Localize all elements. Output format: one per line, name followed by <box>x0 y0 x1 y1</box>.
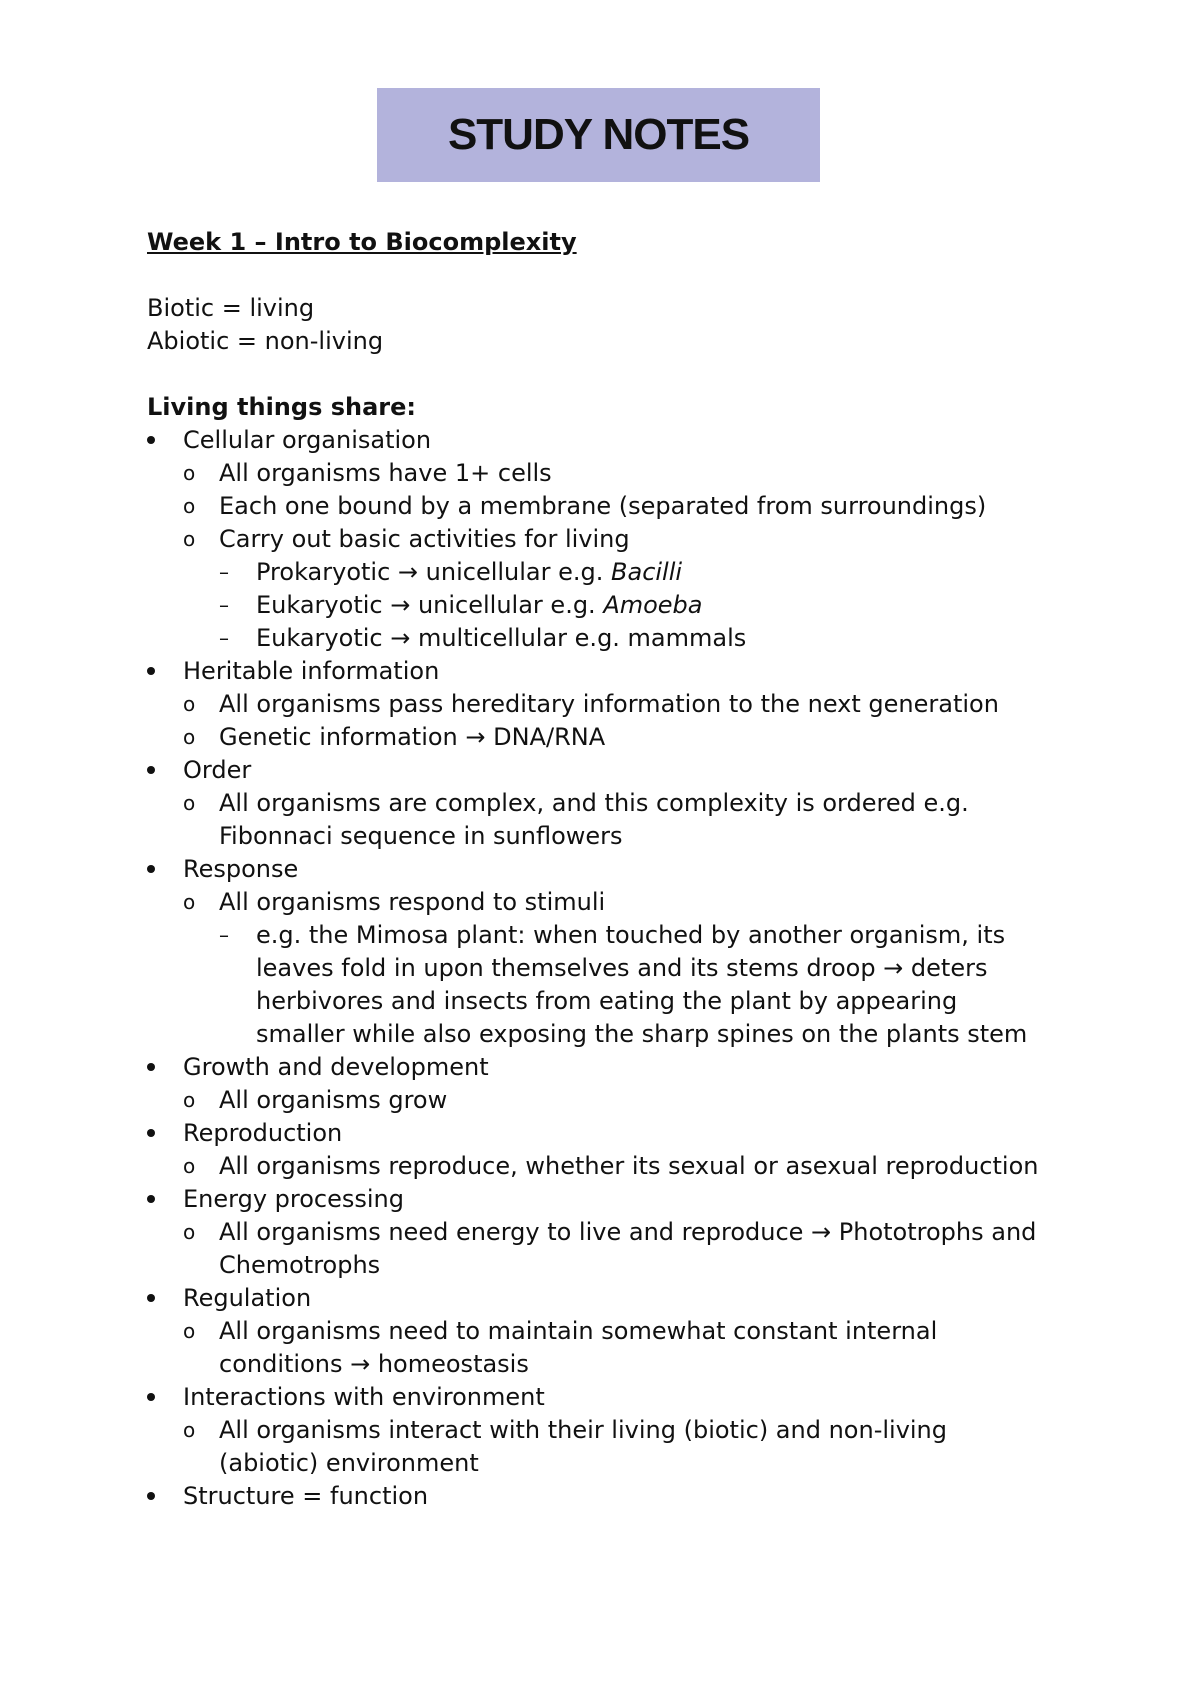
list-item <box>147 688 1107 721</box>
list-item-text: Carry out basic activities for living <box>219 525 630 553</box>
list-item <box>147 754 1107 787</box>
list-item <box>147 1381 1107 1414</box>
sub-bullet-icon: o <box>183 692 196 716</box>
list-item-text: All organisms interact with their living (biotic) and non-living <box>219 1416 948 1444</box>
list-item-text: Reproduction <box>183 1119 343 1147</box>
section-heading: Living things share: <box>147 393 416 421</box>
list-item <box>147 424 1107 457</box>
list-item-continuation: Fibonnaci sequence in sunflowers <box>219 822 623 850</box>
list-item <box>147 1216 1107 1249</box>
list-item-text: All organisms reproduce, whether its sexual or asexual reproduction <box>219 1152 1039 1180</box>
bullet-icon <box>147 655 155 688</box>
list-item-text: Interactions with environment <box>183 1383 545 1411</box>
bullet-icon <box>147 853 155 886</box>
list-item-continuation: (abiotic) environment <box>219 1449 479 1477</box>
list-item-text: Eukaryotic → unicellular e.g. <box>256 591 604 619</box>
list-item <box>147 655 1107 688</box>
bullet-icon <box>147 1183 155 1216</box>
bullet-icon <box>147 1480 155 1513</box>
bullet-icon <box>147 754 155 787</box>
definition-line: Abiotic = non-living <box>147 327 384 355</box>
list-item <box>147 1315 1107 1348</box>
definition-line: Biotic = living <box>147 294 315 322</box>
list-item-text: Prokaryotic → unicellular e.g. <box>256 558 612 586</box>
sub-bullet-icon: o <box>183 461 196 485</box>
list-item <box>147 622 1107 655</box>
bullet-icon <box>147 424 155 457</box>
list-item-continuation: leaves fold in upon themselves and its stems droop → deters <box>256 954 988 982</box>
list-item <box>147 457 1107 490</box>
spacer <box>147 259 1107 292</box>
list-item <box>147 886 1107 919</box>
bullet-icon <box>147 1117 155 1150</box>
list-item-text: Growth and development <box>183 1053 489 1081</box>
list-item-text: Genetic information → DNA/RNA <box>219 723 606 751</box>
sub-bullet-icon: o <box>183 791 196 815</box>
list-item <box>147 721 1107 754</box>
sub-bullet-icon: o <box>183 1220 196 1244</box>
dash-bullet-icon: – <box>219 593 229 617</box>
bullet-icon <box>147 1282 155 1315</box>
sub-bullet-icon: o <box>183 1319 196 1343</box>
sub-bullet-icon: o <box>183 1418 196 1442</box>
sub-bullet-icon: o <box>183 890 196 914</box>
list-item <box>147 523 1107 556</box>
list-item-text: All organisms are complex, and this complexity is ordered e.g. <box>219 789 969 817</box>
list-item-text: All organisms need energy to live and reproduce → Phototrophs and <box>219 1218 1037 1246</box>
sub-bullet-icon: o <box>183 527 196 551</box>
list-item <box>147 1480 1107 1513</box>
list-item-text: Each one bound by a membrane (separated from surroundings) <box>219 492 987 520</box>
sub-bullet-icon: o <box>183 725 196 749</box>
list-item <box>147 1150 1107 1183</box>
list-item-text: Response <box>183 855 299 883</box>
list-item-text: Structure = function <box>183 1482 429 1510</box>
list-item-continuation: Chemotrophs <box>219 1251 381 1279</box>
list-item <box>147 1282 1107 1315</box>
list-item <box>147 853 1107 886</box>
title-banner <box>377 88 820 182</box>
sub-bullet-icon: o <box>183 1154 196 1178</box>
week-heading: Week 1 – Intro to Biocomplexity <box>147 228 577 256</box>
list-item-text: All organisms have 1+ cells <box>219 459 552 487</box>
bullet-icon <box>147 1051 155 1084</box>
list-item-text: Cellular organisation <box>183 426 432 454</box>
list-item-continuation: conditions → homeostasis <box>219 1350 529 1378</box>
list-item <box>147 490 1107 523</box>
list-item-text: Order <box>183 756 252 784</box>
list-item-text: Eukaryotic → multicellular e.g. mammals <box>256 624 747 652</box>
list-item <box>147 1117 1107 1150</box>
list-item <box>147 1084 1107 1117</box>
example-organism: Amoeba <box>603 591 703 619</box>
page-title: STUDY NOTES <box>447 110 750 159</box>
list-item <box>147 1051 1107 1084</box>
dash-bullet-icon: – <box>219 923 229 947</box>
list-item-text: All organisms respond to stimuli <box>219 888 606 916</box>
bullet-icon <box>147 1381 155 1414</box>
sub-bullet-icon: o <box>183 1088 196 1112</box>
list-item-text: All organisms need to maintain somewhat constant internal <box>219 1317 938 1345</box>
list-item <box>147 589 1107 622</box>
list-item <box>147 1414 1107 1447</box>
list-item-continuation: smaller while also exposing the sharp spines on the plants stem <box>256 1020 1028 1048</box>
dash-bullet-icon: – <box>219 560 229 584</box>
list-item-text: Energy processing <box>183 1185 404 1213</box>
list-item-text: Heritable information <box>183 657 440 685</box>
list-item <box>147 787 1107 820</box>
sub-bullet-icon: o <box>183 494 196 518</box>
list-item-text: e.g. the Mimosa plant: when touched by another organism, its <box>256 921 1006 949</box>
dash-bullet-icon: – <box>219 626 229 650</box>
spacer <box>147 358 1107 391</box>
list-item <box>147 556 1107 589</box>
list-item <box>147 919 1107 952</box>
list-item-continuation: herbivores and insects from eating the plant by appearing <box>256 987 958 1015</box>
example-organism: Bacilli <box>611 558 683 586</box>
list-item-text: All organisms grow <box>219 1086 448 1114</box>
notes-body <box>147 226 1107 1513</box>
list-item-text: All organisms pass hereditary information to the next generation <box>219 690 999 718</box>
list-item-text: Regulation <box>183 1284 312 1312</box>
list-item <box>147 1183 1107 1216</box>
